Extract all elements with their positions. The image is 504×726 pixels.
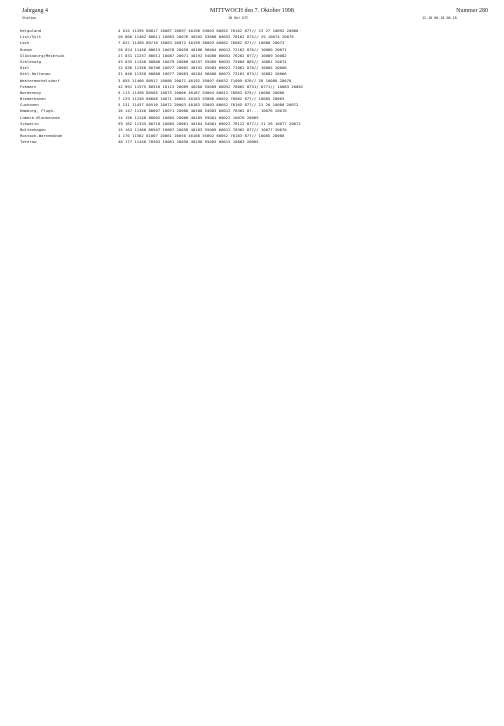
station-name: Leck [20, 40, 30, 46]
station-observations: 7 129 11258 80608 10071 20061 40183 53006 60022 76062 877// 10085 20065 [118, 96, 285, 102]
station-name: Cuxhaven [20, 102, 39, 108]
station-observations: 43 035 11340 80806 10079 20066 40197 55005 60032 75060 885// 10081 20074 [118, 58, 287, 64]
station-table [20, 28, 490, 146]
station-observations: 42 091 11575 80516 10113 20069 40200 55009 60052 76062 8731/ 8771// 10083 20082 [118, 83, 304, 89]
station-name: Teterow [20, 139, 37, 145]
column-heading: 18 Uhr UTC [228, 16, 249, 20]
station-observations: 7 022 11450 80710 10083 20072 40199 56003 60062 76062 877// 10088 20073 [118, 40, 285, 46]
station-observations: 28 024 11446 80615 10070 20059 40186 56004 60012 72162 876// 10080 20071 [118, 46, 287, 52]
station-name: Husum [20, 46, 32, 52]
station-observations: 4 015 11395 80817 10087 20097 40190 53003 60052 76162 877// 23 27 10092 20080 [118, 28, 299, 33]
station-observations: 12 036 11356 80706 10077 20062 40192 55003 60022 71062 876// 10085 20068 [118, 65, 287, 71]
column-heading: 12-18 06-18 06-18 [422, 16, 457, 20]
station-name: Helgoland [20, 28, 42, 33]
station-name: Schwerin [20, 120, 39, 126]
station-observations: 31 046 11350 80808 10077 20063 40184 56000 60072 73162 873// 10082 20066 [118, 71, 287, 77]
station-observations: 4 170 11562 81007 10061 20050 40188 55002 60052 76163 877// 10085 20068 [118, 133, 285, 139]
station-observations: 5 113 11450 80505 10075 20066 40187 53004 60012 76063 875// 10080 20066 [118, 89, 285, 95]
station-name: Kiel [20, 65, 30, 71]
station-name: Rostock-Warnemünde [20, 133, 63, 139]
issue-number: Nummer 280 [456, 8, 488, 14]
station-observations: 16 147 11340 80607 10071 20068 40180 54003 60012 76362 87... 10076 20070 [118, 108, 287, 114]
station-name: Bremerhaven [20, 96, 46, 102]
station-observations: 3 055 11460 80917 10086 20071 40192 55007 60032 71009 876// 28 10088 20078 [118, 77, 292, 83]
issue-date: MITTWOCH den 7. Oktober 1998 [210, 8, 294, 14]
station-name: Westermarkelsdorf [20, 77, 60, 83]
volume-label: Jahrgang 4 [22, 8, 49, 14]
station-name: Nordenney [20, 89, 42, 95]
station-name: Lübeck-Blankensee [20, 114, 60, 120]
station-observations: 27 031 11257 80011 10087 20071 40192 54000 60052 76262 877// 10089 20082 [118, 52, 287, 58]
station-observations: 14 156 11240 80602 10065 20068 40185 55001 60022 10078 20065 [118, 114, 259, 120]
station-name: Glücksburg/Meierwik [20, 52, 65, 58]
station-observations: 46 177 11440 70503 10061 20050 40190 55003 60012 10083 20065 [118, 139, 259, 145]
table-row [20, 139, 490, 145]
station-name: Hamburg, Flugh. [20, 108, 56, 114]
station-observations: 59 162 11335 80710 10065 20061 40184 54001 60022 76122 877// 21 26 10077 20072 [118, 120, 301, 126]
station-observations: 26 000 11462 80811 10083 20076 40202 53000 60052 76162 875// 29 10074 20076 [118, 34, 294, 40]
column-heading: Station [22, 16, 37, 20]
station-observations: 5 131 11457 80516 10072 20063 40183 53003 60052 76165 877// 21 26 10080 20072 [118, 102, 299, 108]
station-name: Schleswig [20, 58, 42, 64]
station-name: Boltenhagen [20, 127, 46, 132]
station-name: Kiel-Holtenau [20, 71, 51, 77]
station-name: List/Sylt [20, 34, 42, 40]
station-observations: 15 163 11460 80507 10067 20058 40183 55005 60012 76362 877// 10077 20070 [118, 127, 287, 132]
station-name: Fehmarn [20, 83, 37, 89]
